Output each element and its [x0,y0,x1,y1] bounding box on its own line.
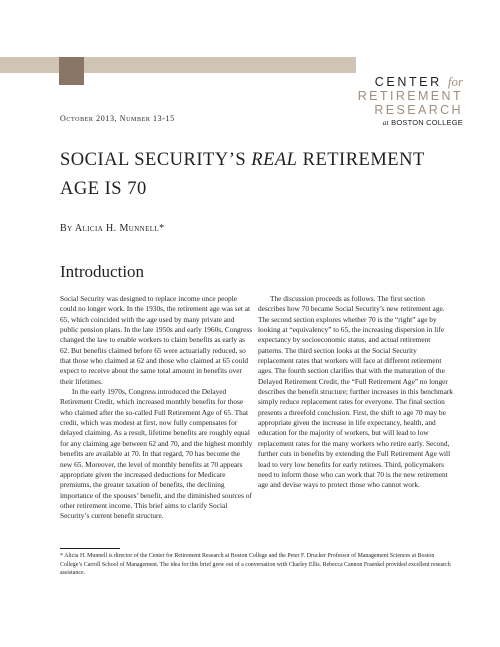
logo-retirement: RETIREMENT [357,89,463,103]
logo-center: CENTER [374,75,442,89]
logo-boston-college: BOSTON COLLEGE [391,118,463,127]
logo-research: RESEARCH [374,103,463,117]
title-part-2: RETIREMENT AGE IS 70 [60,150,425,199]
author-byline [60,223,165,234]
body-column-right [258,294,454,491]
header-band-right [84,57,356,73]
crr-logo [323,75,463,128]
issue-line: October 2013, Number 13-15 [60,114,175,123]
body-column-left [60,294,253,522]
footnote: * Alicia H. Munnell is director of the Center for Retirement Research at Boston College and the Peter F. Drucker Professor of Management Sciences at Boston College’s Carroll School of Management. The idea for this brief grew out of a conversation with Charley Ellis. Rebecca Cannon Fraenkel provided excellent research assistance. [60,553,451,577]
logo-for: for [447,74,463,89]
paragraph: In the early 1970s, Congress introduced the Delayed Retirement Credit, which increased monthly benefits for those who claimed after the so-called Full Retirement Age of 65. That credit, which was modest at first, now fully compensates for delayed claiming. As a result, lifetime benefits are roughly equal for any claiming age between 62 and 70, and the highest monthly benefits are available at 70. In that regard, 70 has become the new 65. Moreover, the level of monthly benefits at 70 appears appropriate given the increased deductions for Medicare premiums, the greater taxation of benefits, the declining importance of the spouses’ benefit, and the diminished sources of other retirement income. This brief aims to clarify Social Security’s current benefit structure. [60,387,253,521]
header-square [59,57,84,85]
title-part-1: SOCIAL SECURITY’S [60,150,252,170]
author-name: By Alicia H. Munnell [60,223,160,234]
author-footnote-marker: * [159,223,165,234]
header-band-left [0,57,59,73]
logo-at: at [382,118,389,127]
paragraph: Social Security was designed to replace income once people could no longer work. In the 1930s, the retirement age was set at 65, which coincided with the age used by many private and public pension plans. In the late 1950s and early 1960s, Congress changed the law to enable workers to claim benefits as early as 62. But benefits claimed before 65 were actuarially reduced, so that those who claimed at 62 and those who claimed at 65 could expect to receive about the same total amount in benefits over their lifetimes. [60,294,253,386]
title-italic: REAL [251,150,298,170]
section-heading: Introduction [60,262,145,281]
brief-title [60,146,460,204]
paragraph: The discussion proceeds as follows. The first section describes how 70 became Social Security’s new retirement age. The second section explores whether 70 is the “right” age by looking at “equivalency” to 65, the increasing dispersion in life expectancy by socioeconomic status, and actual retirement patterns. The third section looks at the Social Security replacement rates that workers will face at different retirement ages. The fourth section clarifies that with the maturation of the Delayed Retirement Credit, the “Full Retirement Age” no longer describes the benefit structure; further increases in this benchmark simply reduce replacement rates for everyone. The final section presents a threefold conclusion. First, the shift to age 70 may be appropriate given the increase in life expectancy, health, and education for the majority of workers, but will lead to low replacement rates for the many workers who retire early. Second, further cuts in benefits by extending the Full Retirement Age will lead to very low benefits for early retirees. Third, policymakers need to inform those who can work that 70 is the new retirement age and devise ways to protect those who cannot work. [258,294,453,490]
footnote-rule [60,548,120,549]
